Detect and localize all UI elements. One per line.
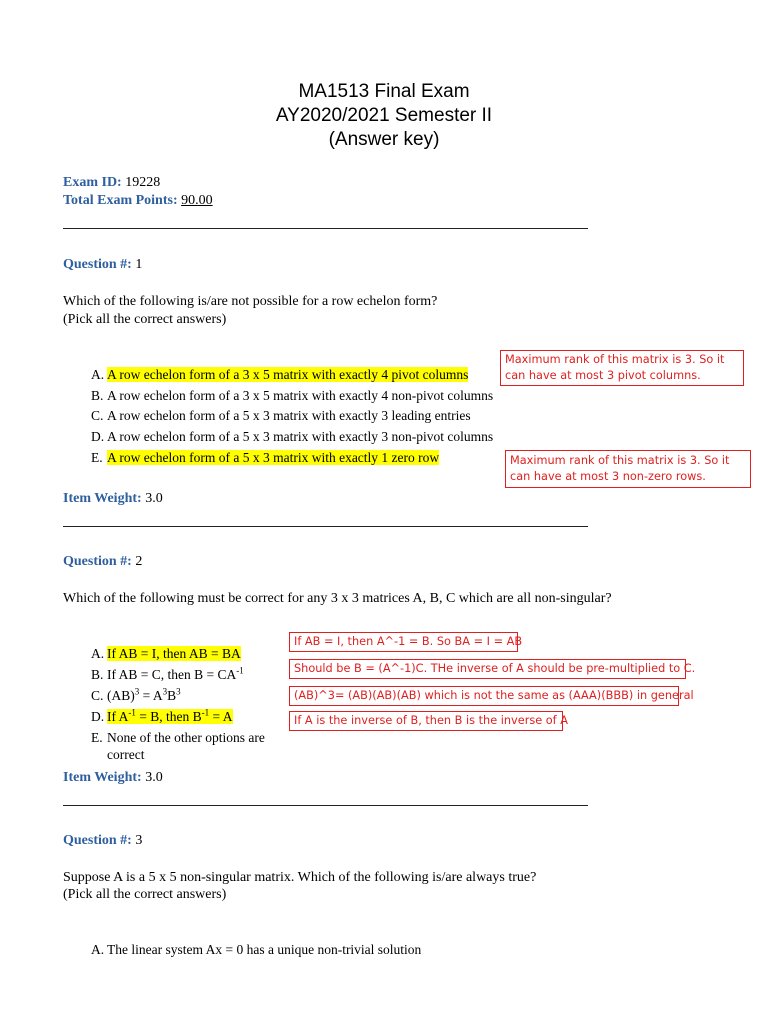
- highlighted-answer: A row echelon form of a 3 x 5 matrix with exactly 4 pivot columns: [107, 367, 469, 382]
- question-number: 1: [135, 257, 143, 272]
- annotation-note: (AB)^3= (AB)(AB)(AB) which is not the same as (AAA)(BBB) in general: [289, 686, 679, 706]
- question-1-header: [63, 256, 142, 274]
- question-2-option-a: A. If AB = I, then AB = BA: [91, 646, 241, 661]
- annotation-note: If AB = I, then A^-1 = B. So BA = I = AB: [289, 632, 518, 652]
- question-1-option-d: D. A row echelon form of a 5 x 3 matrix with exactly 3 non-pivot columns: [91, 429, 494, 444]
- total-exam-points: [63, 192, 213, 210]
- question-1-option-b: B. A row echelon form of a 3 x 5 matrix with exactly 4 non-pivot columns: [91, 388, 494, 403]
- highlighted-answer: If $A^{-1} = B$, then $B^{-1} = A$: [107, 707, 233, 724]
- question-3-text: Suppose A is a 5 x 5 non-singular matrix. Which of the following is/are always true?: [63, 870, 537, 885]
- question-2-option-c: C. $(AB)^3 = A^3B^3$: [91, 686, 181, 703]
- question-number: 3: [135, 833, 143, 848]
- question-3-header: [63, 832, 142, 850]
- annotation-note: Maximum rank of this matrix is 3. So it can have at most 3 pivot columns.: [500, 350, 744, 386]
- divider: [63, 526, 588, 527]
- exam-id-label: Exam ID:: [63, 175, 122, 190]
- total-exam-points-label: Total Exam Points:: [63, 193, 178, 208]
- question-2-option-d: D. If $A^{-1} = B$, then $B^{-1} = A$: [91, 707, 233, 724]
- title-line-2: AY2020/2021 Semester II: [275, 105, 493, 126]
- question-label: Question #:: [63, 257, 132, 272]
- question-1-text: Which of the following is/are not possible for a row echelon form?: [63, 294, 438, 309]
- highlighted-answer: A row echelon form of a 5 x 3 matrix with exactly 1 zero row: [107, 450, 440, 465]
- total-exam-points-value: 90.00: [181, 193, 213, 208]
- question-1-weight: Item Weight: 3.0: [63, 491, 163, 506]
- exam-id-value: 19228: [125, 175, 161, 190]
- exam-id: [63, 174, 160, 192]
- question-2-option-e: E. None of the other options are: [91, 730, 265, 745]
- question-1-option-e: E. A row echelon form of a 5 x 3 matrix with exactly 1 zero row: [91, 450, 440, 465]
- question-1-instruction: (Pick all the correct answers): [63, 312, 227, 327]
- question-3-option-a: A. The linear system Ax = 0 has a unique non-trivial solution: [91, 942, 422, 957]
- annotation-note: Should be B = (A^-1)C. THe inverse of A should be pre-multiplied to C.: [289, 659, 686, 679]
- question-label: Question #:: [63, 833, 132, 848]
- title-line-3: (Answer key): [328, 129, 440, 150]
- divider: [63, 228, 588, 229]
- question-number: 2: [135, 554, 143, 569]
- annotation-note: Maximum rank of this matrix is 3. So it can have at most 3 non-zero rows.: [505, 450, 751, 488]
- question-1-option-a: A. A row echelon form of a 3 x 5 matrix with exactly 4 pivot columns: [91, 367, 469, 382]
- question-1-option-c: C. A row echelon form of a 5 x 3 matrix with exactly 3 leading entries: [91, 408, 471, 423]
- annotation-note: If A is the inverse of B, then B is the inverse of A: [289, 711, 563, 731]
- question-2-option-b: B. If AB = C, then $B = CA^{-1}$: [91, 665, 244, 682]
- question-3-instruction: (Pick all the correct answers): [63, 887, 227, 902]
- question-2-option-e-continued: correct: [107, 747, 145, 762]
- question-label: Question #:: [63, 554, 132, 569]
- divider: [63, 805, 588, 806]
- title-line-1: MA1513 Final Exam: [298, 81, 470, 102]
- question-2-header: [63, 553, 142, 571]
- question-2-weight: Item Weight: 3.0: [63, 770, 163, 785]
- question-2-text: Which of the following must be correct for any 3 x 3 matrices A, B, C which are all non-singular?: [63, 591, 612, 606]
- highlighted-answer: If AB = I, then AB = BA: [107, 646, 241, 661]
